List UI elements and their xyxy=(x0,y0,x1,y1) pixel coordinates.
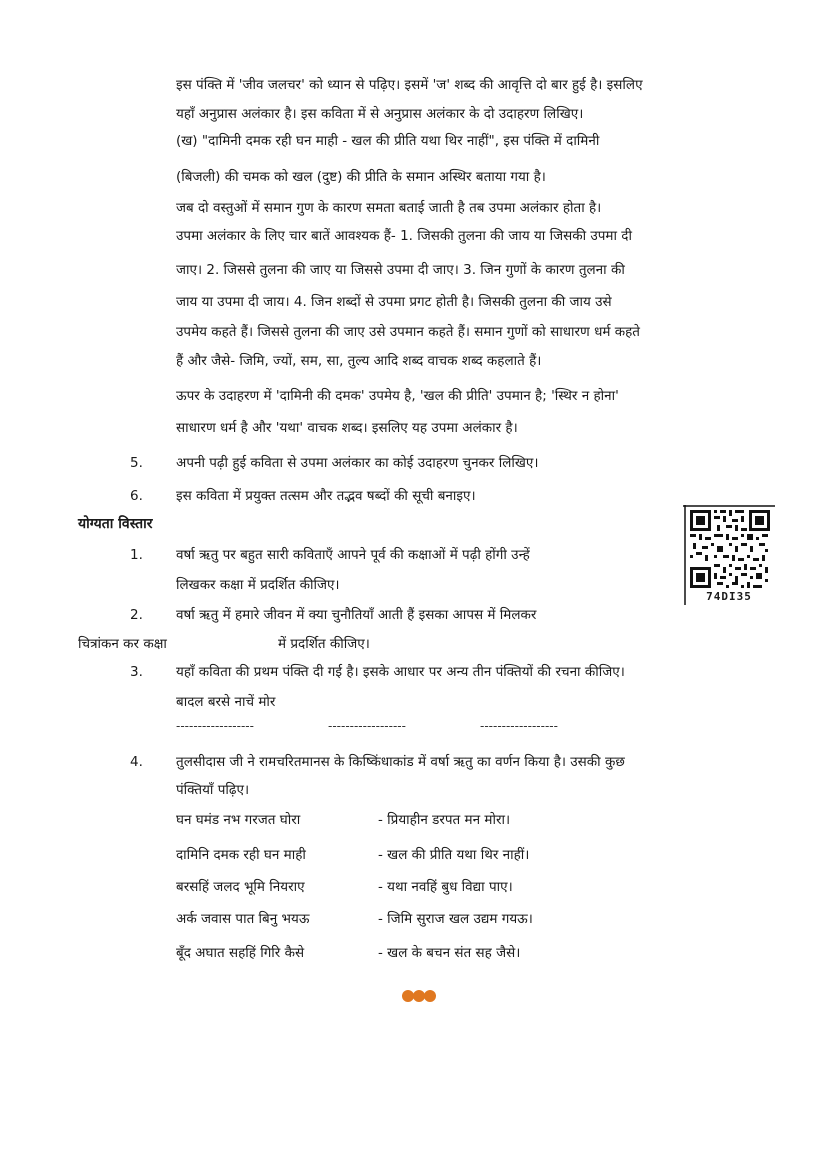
paragraph-line: यहाँ अनुप्रास अलंकार है। इस कविता में से अनुप्रास अलंकार के दो उदाहरण लिखिए। xyxy=(176,106,584,122)
verse-right: - खल की प्रीति यथा थिर नाहीं। xyxy=(378,847,530,863)
paragraph-line: उपमा अलंकार के लिए चार बातें आवश्यक हैं- 1. जिसकी तुलना की जाय या जिसकी उपमा दी xyxy=(176,228,632,244)
verse-right: - जिमि सुराज खल उद्यम गयऊ। xyxy=(378,911,533,927)
verse-left: घन घमंड नभ गरजत घोरा xyxy=(176,812,301,828)
activity-text: में प्रदर्शित कीजिए। xyxy=(278,636,370,652)
activity-text: तुलसीदास जी ने रामचरितमानस के किष्किंधाकांड में वर्षा ऋतु का वर्णन किया है। उसकी कुछ xyxy=(176,754,625,770)
paragraph-line: साधारण धर्म है और 'यथा' वाचक शब्द। इसलिए यह उपमा अलंकार है। xyxy=(176,420,518,436)
answer-blank-1: ------------------ xyxy=(176,719,254,733)
activity-text: वर्षा ऋतु में हमारे जीवन में क्या चुनौतियाँ आती हैं इसका आपस में मिलकर xyxy=(176,607,537,623)
verse-left: दामिनि दमक रही घन माही xyxy=(176,847,306,863)
paragraph-line: हैं और जैसे- जिमि, ज्यों, सम, सा, तुल्य आदि शब्द वाचक शब्द कहलाते हैं। xyxy=(176,353,542,369)
activity-number: 4. xyxy=(130,754,143,770)
activity-text: चित्रांकन कर कक्षा xyxy=(78,636,167,652)
verse-left: अर्क जवास पात बिनु भयऊ xyxy=(176,911,310,927)
ornament-dot xyxy=(424,990,436,1002)
verse-left: बरसहिं जलद भूमि नियराए xyxy=(176,879,305,895)
verse-right: - यथा नवहिं बुध विद्या पाए। xyxy=(378,879,513,895)
activity-text: पंक्तियाँ पढ़िए। xyxy=(176,782,250,798)
activity-text: यहाँ कविता की प्रथम पंक्ति दी गई है। इसके आधार पर अन्य तीन पंक्तियों की रचना कीजिए। xyxy=(176,664,625,680)
verse-right: - प्रियाहीन डरपत मन मोरा। xyxy=(378,812,511,828)
activity-number: 1. xyxy=(130,547,143,563)
answer-blank-2: ------------------ xyxy=(328,719,406,733)
activity-number: 3. xyxy=(130,664,143,680)
verse-right: - खल के बचन संत सह जैसे। xyxy=(378,945,521,961)
paragraph-line: (ख) "दामिनी दमक रही घन माही - खल की प्रीति यथा थिर नाहीं", इस पंक्ति में दामिनी xyxy=(176,133,600,149)
qr-code-label: 74DI35 xyxy=(706,590,752,603)
paragraph-line: जाए। 2. जिससे तुलना की जाए या जिससे उपमा दी जाए। 3. जिन गुणों के कारण तुलना की xyxy=(176,262,625,278)
activity-text: बादल बरसे नाचें मोर xyxy=(176,694,276,710)
verse-left: बूँद अघात सहहिं गिरि कैसे xyxy=(176,945,305,961)
activity-text: वर्षा ऋतु पर बहुत सारी कविताएँ आपने पूर्व की कक्षाओं में पढ़ी होंगी उन्हें xyxy=(176,547,530,563)
paragraph-line: जाय या उपमा दी जाय। 4. जिन शब्दों से उपमा प्रगट होती है। जिसकी तुलना की जाय उसे xyxy=(176,294,612,310)
paragraph-line: उपमेय कहते हैं। जिससे तुलना की जाए उसे उपमान कहते हैं। समान गुणों को साधारण धर्म कहते xyxy=(176,324,640,340)
footer-ornament xyxy=(402,990,435,1002)
paragraph-line: (बिजली) की चमक को खल (दुष्ट) की प्रीति के समान अस्थिर बताया गया है। xyxy=(176,169,546,185)
paragraph-line: इस पंक्ति में 'जीव जलचर' को ध्यान से पढ़िए। इसमें 'ज' शब्द की आवृत्ति दो बार हुई है। इसलिए xyxy=(176,77,643,93)
question-text: अपनी पढ़ी हुई कविता से उपमा अलंकार का कोई उदाहरण चुनकर लिखिए। xyxy=(176,455,539,471)
question-number: 6. xyxy=(130,488,143,504)
question-number: 5. xyxy=(130,455,143,471)
activity-text: लिखकर कक्षा में प्रदर्शित कीजिए। xyxy=(176,577,340,593)
question-text: इस कविता में प्रयुक्त तत्सम और तद्भव षब्दों की सूची बनाइए। xyxy=(176,488,476,504)
answer-blank-3: ------------------ xyxy=(480,719,558,733)
paragraph-line: जब दो वस्तुओं में समान गुण के कारण समता बताई जाती है तब उपमा अलंकार होता है। xyxy=(176,200,602,216)
activity-number: 2. xyxy=(130,607,143,623)
section-heading: योग्यता विस्तार xyxy=(78,516,153,532)
paragraph-line: ऊपर के उदाहरण में 'दामिनी की दमक' उपमेय है, 'खल की प्रीति' उपमान है; 'स्थिर न होना' xyxy=(176,388,619,404)
